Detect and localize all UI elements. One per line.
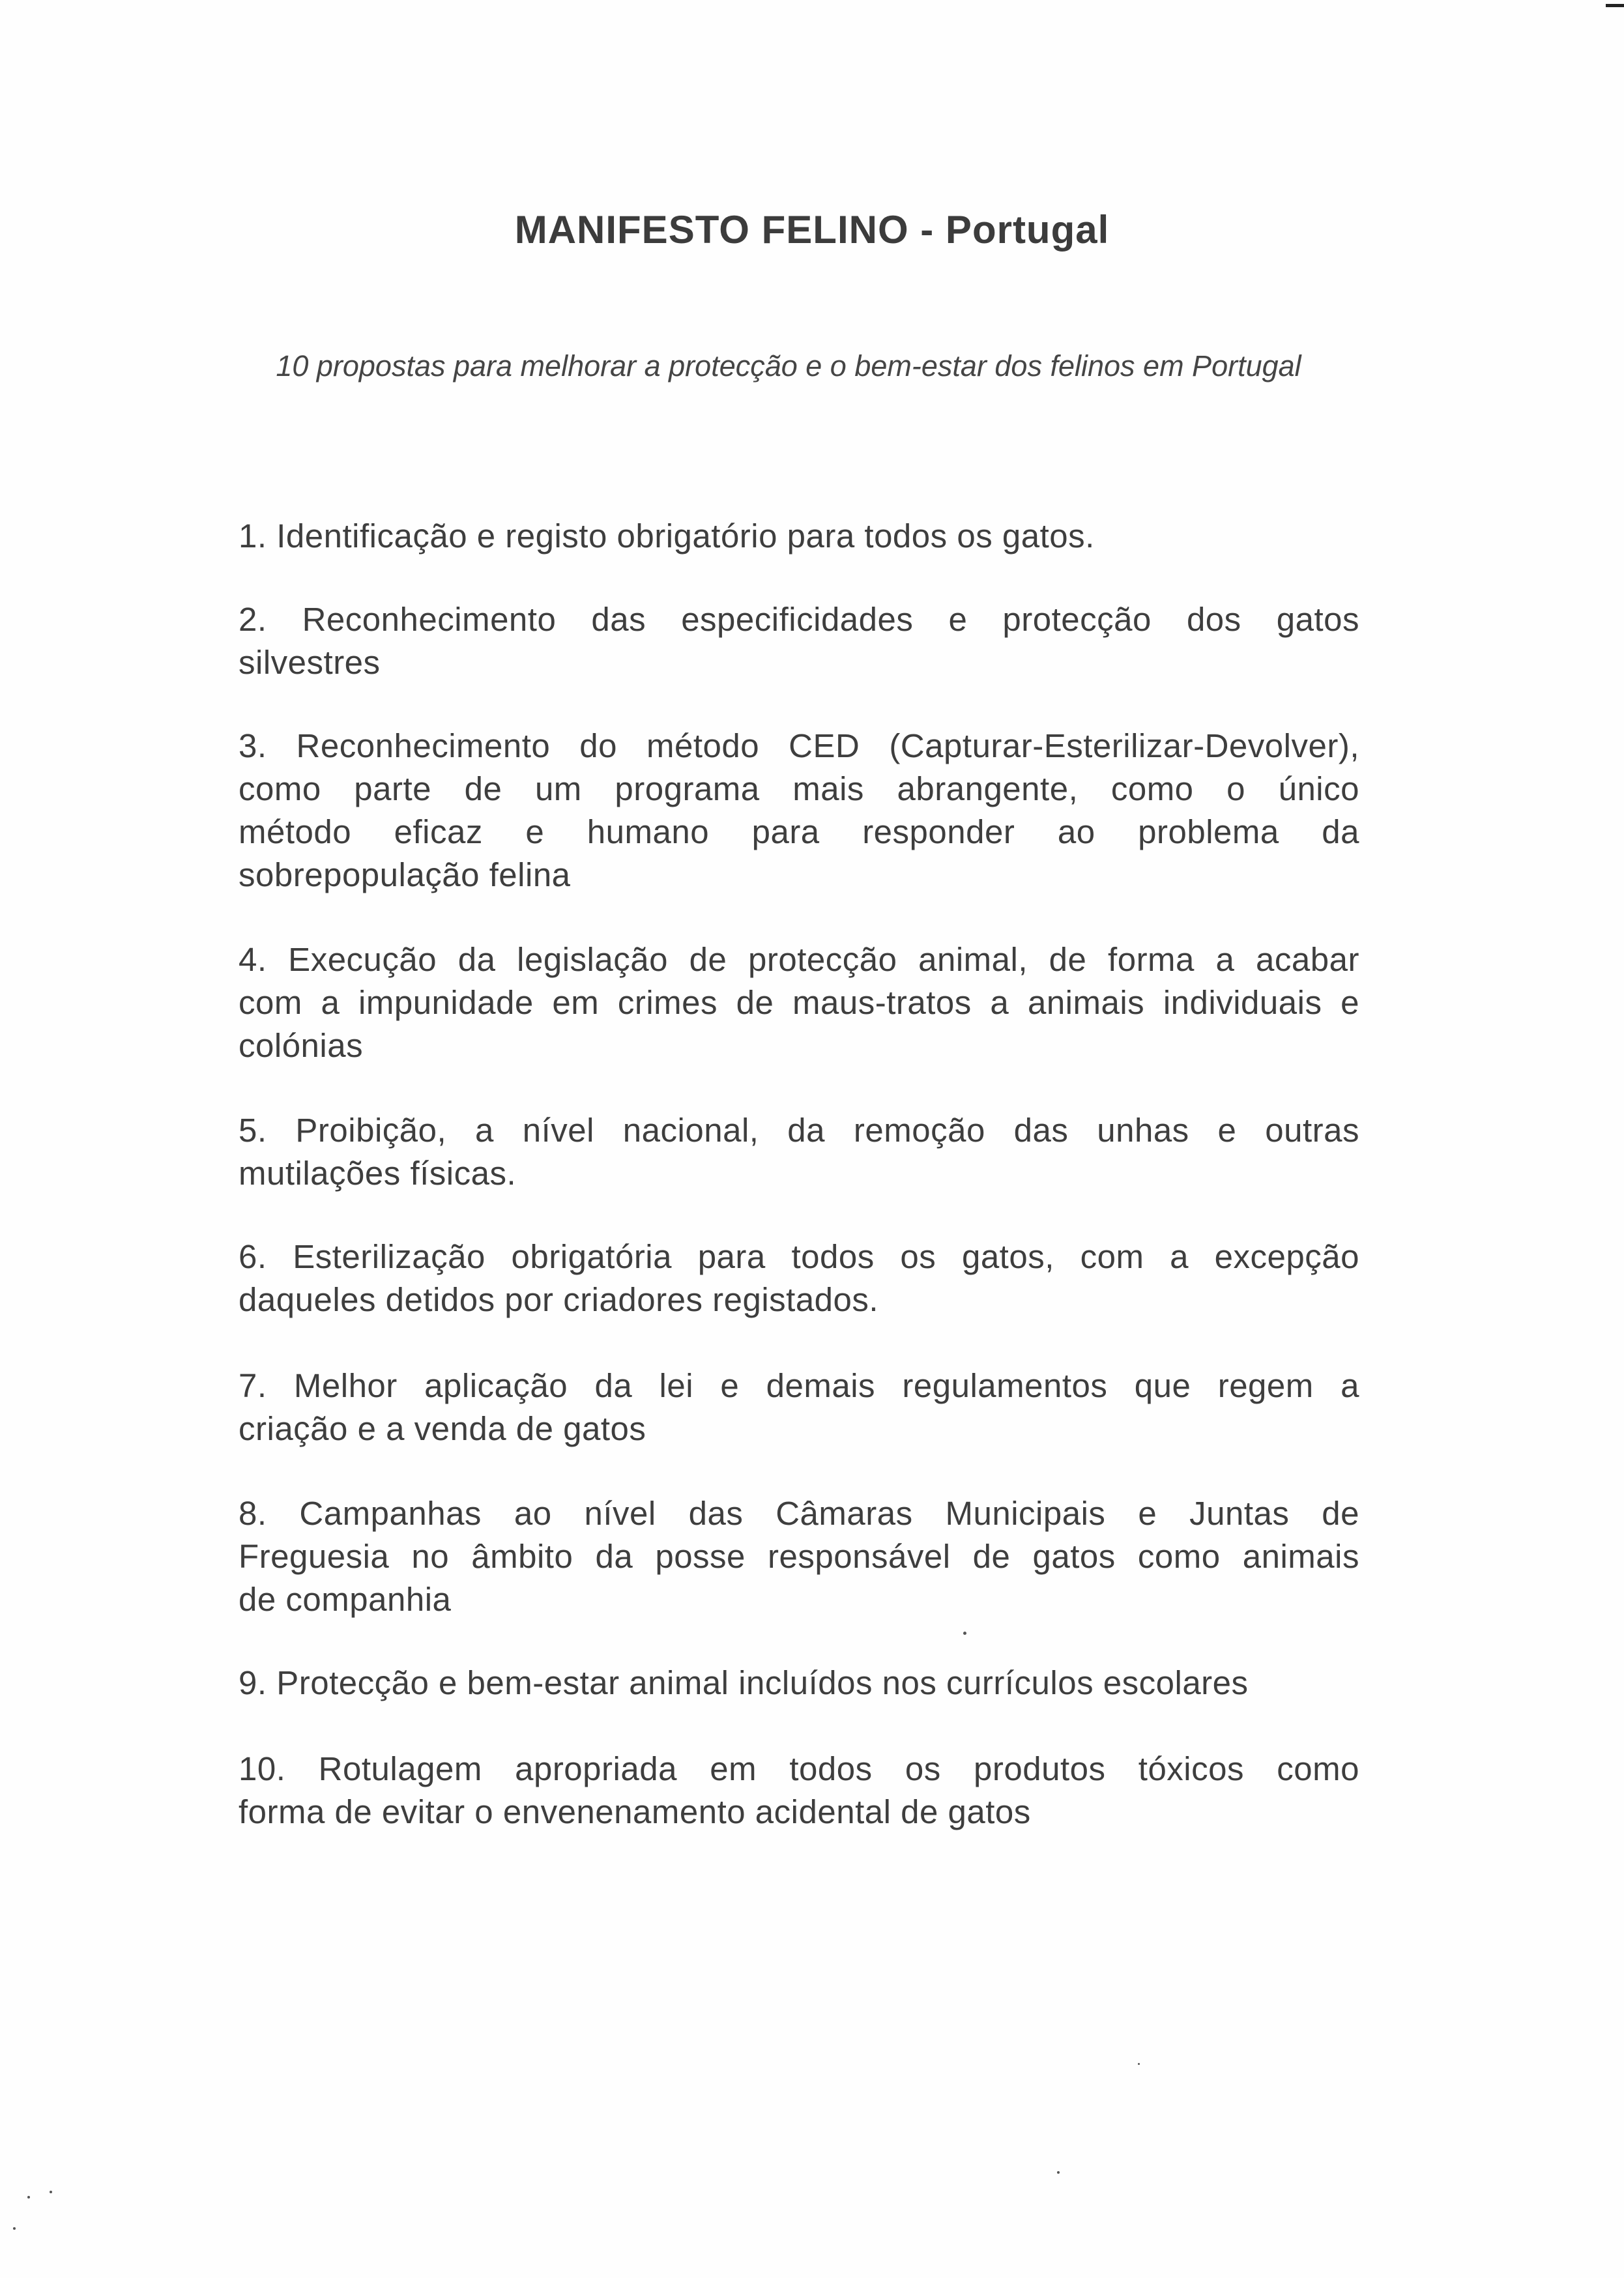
proposal-line: colónias [239, 1027, 364, 1064]
proposal-line: mutilações físicas. [239, 1155, 517, 1192]
proposal-line: 6. Esterilização obrigatória para todos os gatos, com a excepção [239, 1238, 1359, 1275]
proposal-line: Freguesia no âmbito da posse responsável de gatos como animais [239, 1538, 1359, 1575]
scan-speck [1057, 2171, 1060, 2174]
scan-edge-mark [1606, 4, 1624, 7]
document-subtitle: 10 propostas para melhorar a protecção e o bem-estar dos felinos em Portugal [276, 349, 1301, 382]
proposal-line: 8. Campanhas ao nível das Câmaras Municipais e Juntas de [239, 1495, 1359, 1532]
proposal-3 [239, 725, 1359, 897]
proposal-10 [239, 1748, 1359, 1834]
proposal-line: criação e a venda de gatos [239, 1410, 646, 1447]
proposal-line: 2. Reconhecimento das especificidades e protecção dos gatos [239, 601, 1359, 638]
proposal-line: 5. Proibição, a nível nacional, da remoção das unhas e outras [239, 1112, 1359, 1149]
scan-speck [27, 2196, 30, 2199]
proposal-line: sobrepopulação felina [239, 856, 571, 893]
proposal-line: 1. Identificação e registo obrigatório para todos os gatos. [239, 517, 1095, 555]
proposal-line: daqueles detidos por criadores registados. [239, 1281, 879, 1318]
proposal-line: método eficaz e humano para responder ao problema da [239, 813, 1359, 850]
proposal-5 [239, 1109, 1359, 1195]
scan-speck [50, 2191, 52, 2193]
scan-speck [13, 2227, 16, 2230]
document-title: MANIFESTO FELINO - Portugal [514, 208, 1110, 252]
proposal-line: 10. Rotulagem apropriada em todos os produtos tóxicos como [239, 1750, 1359, 1787]
proposal-6 [239, 1235, 1359, 1321]
proposal-2 [239, 598, 1359, 684]
proposal-line: silvestres [239, 644, 381, 681]
proposal-1 [239, 515, 1359, 558]
scan-speck [963, 1632, 966, 1635]
proposal-line: 3. Reconhecimento do método CED (Capturar-Esterilizar-Devolver), [239, 727, 1359, 764]
proposal-8 [239, 1492, 1359, 1621]
proposal-line: de companhia [239, 1581, 452, 1618]
proposal-4 [239, 938, 1359, 1067]
proposal-line: 4. Execução da legislação de protecção animal, de forma a acabar [239, 941, 1359, 978]
proposal-9 [239, 1662, 1359, 1705]
proposal-line: forma de evitar o envenenamento acidental de gatos [239, 1793, 1031, 1830]
proposal-line: 9. Protecção e bem-estar animal incluídos nos currículos escolares [239, 1664, 1249, 1701]
scan-speck [1138, 2063, 1140, 2065]
proposal-line: 7. Melhor aplicação da lei e demais regulamentos que regem a [239, 1367, 1359, 1404]
proposal-line: como parte de um programa mais abrangente, como o único [239, 770, 1359, 807]
proposal-line: com a impunidade em crimes de maus-tratos a animais individuais e [239, 984, 1359, 1021]
proposal-7 [239, 1364, 1359, 1450]
